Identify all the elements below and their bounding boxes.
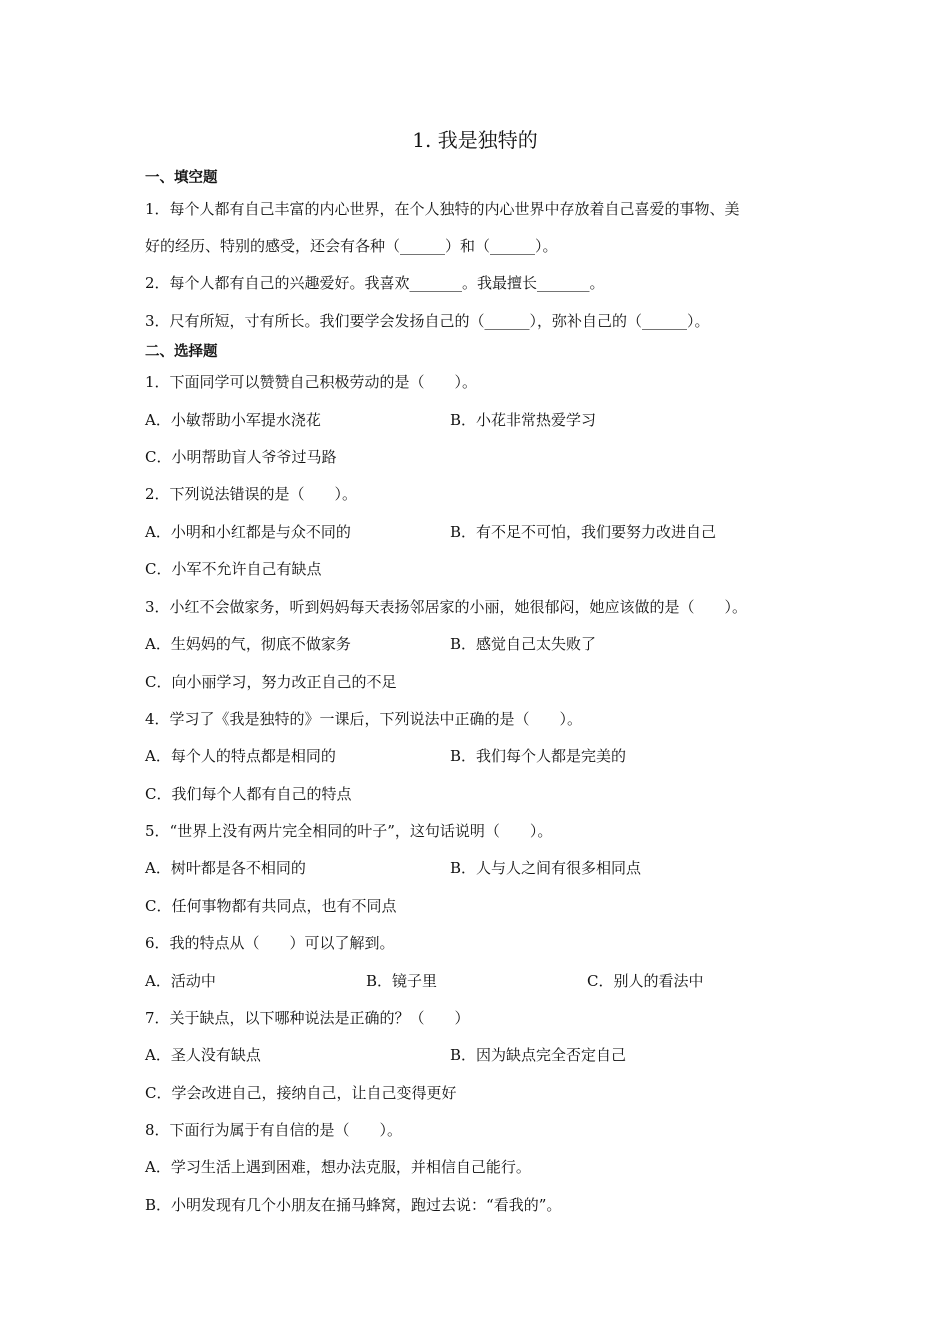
page-title: 1. 我是独特的 [412, 128, 538, 152]
choice-question-6-option-a: A．活动中 [145, 972, 216, 990]
choice-question-2-option-a: A．小明和小红都是与众不同的 [145, 523, 351, 541]
choice-question-4-option-b: B．我们每个人都是完美的 [450, 747, 627, 765]
choice-question-6-option-b: B．镜子里 [366, 972, 438, 990]
choice-question-3-option-b: B．感觉自己太失败了 [450, 635, 597, 653]
choice-question-1-option-a: A．小敏帮助小军提水浇花 [145, 411, 321, 429]
choice-question-7-option-b: B．因为缺点完全否定自己 [450, 1046, 627, 1064]
section-heading-choice: 二、选择题 [145, 344, 218, 360]
choice-question-5-option-c: C．任何事物都有共同点，也有不同点 [145, 897, 397, 915]
choice-question-5-option-b: B．人与人之间有很多相同点 [450, 859, 642, 877]
choice-question-6-stem: 6．我的特点从（ ）可以了解到。 [145, 934, 395, 952]
choice-question-5-option-a: A．树叶都是各不相同的 [145, 859, 306, 877]
choice-question-4-stem: 4．学习了《我是独特的》一课后，下列说法中正确的是（ ）。 [145, 710, 583, 728]
section-heading-fill-blank: 一、填空题 [145, 170, 218, 186]
choice-question-2-option-c: C．小军不允许自己有缺点 [145, 560, 322, 578]
choice-question-2-option-b: B．有不足不可怕，我们要努力改进自己 [450, 523, 717, 541]
fill-question-3: 3．尺有所短，寸有所长。我们要学会发扬自己的（______），弥补自己的（______）。 [145, 312, 710, 330]
choice-question-6-option-c: C．别人的看法中 [587, 972, 704, 990]
choice-question-7-stem: 7．关于缺点，以下哪种说法是正确的？（ ） [145, 1009, 470, 1027]
choice-question-8-stem: 8．下面行为属于有自信的是（ ）。 [145, 1121, 403, 1139]
fill-question-1-line-1: 1．每个人都有自己丰富的内心世界，在个人独特的内心世界中存放着自己喜爱的事物、美 [145, 200, 740, 218]
fill-question-1-line-2: 好的经历、特别的感受，还会有各种（______）和（______）。 [145, 237, 558, 255]
choice-question-3-stem: 3．小红不会做家务，听到妈妈每天表扬邻居家的小丽，她很郁闷，她应该做的是（ ）。 [145, 598, 748, 616]
choice-question-8-option-a: A．学习生活上遇到困难，想办法克服，并相信自己能行。 [145, 1158, 531, 1176]
choice-question-1-option-c: C．小明帮助盲人爷爷过马路 [145, 448, 337, 466]
choice-question-2-stem: 2．下列说法错误的是（ ）。 [145, 485, 358, 503]
choice-question-7-option-c: C．学会改进自己，接纳自己，让自己变得更好 [145, 1084, 457, 1102]
choice-question-4-option-a: A．每个人的特点都是相同的 [145, 747, 336, 765]
choice-question-4-option-c: C．我们每个人都有自己的特点 [145, 785, 352, 803]
choice-question-3-option-c: C．向小丽学习，努力改正自己的不足 [145, 673, 397, 691]
choice-question-3-option-a: A．生妈妈的气，彻底不做家务 [145, 635, 351, 653]
choice-question-8-option-b: B．小明发现有几个小朋友在捅马蜂窝，跑过去说：“看我的”。 [145, 1196, 562, 1214]
choice-question-5-stem: 5．“世界上没有两片完全相同的叶子”，这句话说明（ ）。 [145, 822, 553, 840]
choice-question-1-option-b: B．小花非常热爱学习 [450, 411, 597, 429]
choice-question-7-option-a: A．圣人没有缺点 [145, 1046, 261, 1064]
choice-question-1-stem: 1．下面同学可以赞赞自己积极劳动的是（ ）。 [145, 373, 478, 391]
fill-question-2: 2．每个人都有自己的兴趣爱好。我喜欢_______。我最擅长_______。 [145, 274, 605, 292]
